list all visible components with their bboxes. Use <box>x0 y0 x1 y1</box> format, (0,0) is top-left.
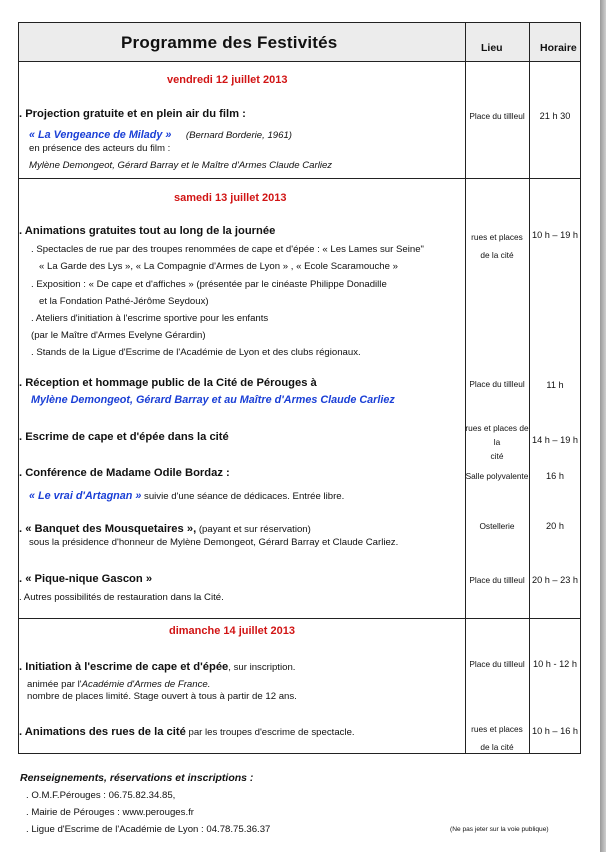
row-divider-day2 <box>19 618 580 619</box>
day2-event2-title: . Réception et hommage public de la Cité de Pérouges à <box>19 377 317 389</box>
lieu-line1: rues et places <box>471 724 523 734</box>
day2-event5-title-line <box>19 519 311 537</box>
day2-event6-title: . « Pique-nique Gascon » <box>19 573 153 585</box>
day2-event4-title: . Conférence de Madame Odile Bordaz : <box>19 467 230 479</box>
lieu-line2: cité <box>490 451 504 461</box>
column-header-lieu: Lieu <box>481 42 503 54</box>
day1-event1-lieu: Place du tillleul <box>469 111 525 121</box>
lieu-line1: rues et places de la <box>465 423 529 447</box>
day2-event5-line2: sous la présidence d'honneur de Mylène Demongeot, Gérard Barray et Claude Carliez. <box>29 537 399 548</box>
day3-event1-lieu: Place du tillleul <box>469 659 525 669</box>
day2-event1-line4: et la Fondation Pathé-Jérôme Seydoux) <box>39 296 209 307</box>
day3-event1-line2 <box>27 674 210 692</box>
footer-note: (Ne pas jeter sur la voie publique) <box>450 826 549 833</box>
lieu-line1: rues et places <box>471 232 523 242</box>
day2-event6-line2: . Autres possibilités de restauration dans la Cité. <box>19 592 224 603</box>
day3-event2-horaire: 10 h – 16 h <box>532 726 578 736</box>
event-title: . Initiation à l'escrime de cape et d'épée <box>19 661 229 673</box>
day1-event1-film-line <box>29 125 292 143</box>
event-note: (payant et sur réservation) <box>196 524 311 535</box>
book-title: « Le vrai d'Artagnan » <box>29 490 142 502</box>
day2-event1-line2: « La Garde des Lys », « La Compagnie d'Armes de Lyon » , « Ecole Scaramouche » <box>39 261 398 272</box>
book-note: suivie d'une séance de dédicaces. Entrée libre. <box>141 491 345 502</box>
event-title: . Animations des rues de la cité <box>19 726 186 738</box>
lieu-line2: de la cité <box>480 742 514 752</box>
day2-event3-horaire: 14 h – 19 h <box>532 435 578 445</box>
event-note: , sur inscription. <box>228 662 296 673</box>
program-table <box>18 22 581 754</box>
film-note: (Bernard Borderie, 1961) <box>185 130 292 141</box>
row-divider-day1 <box>19 178 580 179</box>
day3-event1-title-line <box>19 657 295 675</box>
day1-event1-title: . Projection gratuite et en plein air du film : <box>19 108 246 120</box>
day1-date: vendredi 12 juillet 2013 <box>167 74 288 86</box>
day2-event1-line6: (par le Maître d'Armes Evelyne Gérardin) <box>31 330 206 341</box>
day2-event2-horaire: 11 h <box>546 380 564 390</box>
day2-event5-lieu: Ostellerie <box>479 521 515 531</box>
day2-event1-lieu <box>465 230 529 262</box>
event-note: par les troupes d'escrime de spectacle. <box>185 727 355 738</box>
event-line-a: animée par l' <box>27 679 82 690</box>
day2-event1-line7: . Stands de la Ligue d'Escrime de l'Académie de Lyon et des clubs régionaux. <box>31 347 361 358</box>
day1-event1-line3: en présence des acteurs du film : <box>29 143 171 154</box>
lieu-line2: de la cité <box>480 250 514 260</box>
event-title: . « Banquet des Mousquetaires », <box>19 523 197 535</box>
day2-event4-horaire: 16 h <box>546 471 564 481</box>
event-line-b: Académie d'Armes de France. <box>81 679 211 690</box>
day3-event2-title-line <box>19 722 355 740</box>
day1-event1-line4: Mylène Demongeot, Gérard Barray et le Maître d'Armes Claude Carliez <box>29 160 333 171</box>
day2-event2-lieu: Place du tillleul <box>469 379 525 389</box>
footer-line3: . Ligue d'Escrime de l'Académie de Lyon : 04.78.75.36.37 <box>26 824 271 835</box>
day1-event1-horaire: 21 h 30 <box>539 111 571 121</box>
footer-line2: . Mairie de Pérouges : www.perouges.fr <box>26 807 194 818</box>
footer-line1: . O.M.F.Pérouges : 06.75.82.34.85, <box>26 790 176 801</box>
page-shadow <box>600 0 606 852</box>
day3-event1-horaire: 10 h - 12 h <box>533 659 577 669</box>
day2-event2-names: Mylène Demongeot, Gérard Barray et au Maître d'Armes Claude Carliez <box>31 394 395 406</box>
day2-event3-title: . Escrime de cape et d'épée dans la cité <box>19 431 229 443</box>
day2-event1-horaire: 10 h – 19 h <box>532 230 578 240</box>
day2-event6-horaire: 20 h – 23 h <box>532 575 578 585</box>
day2-event4-line2 <box>29 486 344 504</box>
day2-event1-title: . Animations gratuites tout au long de la journée <box>19 225 276 237</box>
day2-event6-lieu: Place du tillleul <box>469 575 525 585</box>
day2-event4-lieu: Salle polyvalente <box>465 471 529 481</box>
day2-event5-horaire: 20 h <box>546 521 564 531</box>
day3-date: dimanche 14 juillet 2013 <box>169 625 295 637</box>
footer-heading: Renseignements, réservations et inscriptions : <box>20 772 254 784</box>
day2-event1-line5: . Ateliers d'initiation à l'escrime sportive pour les enfants <box>31 313 269 324</box>
day3-event1-line3: nombre de places limité. Stage ouvert à tous à partir de 12 ans. <box>27 691 297 702</box>
column-header-horaire: Horaire <box>540 42 577 54</box>
day2-date: samedi 13 juillet 2013 <box>174 192 287 204</box>
day2-event1-line1: . Spectacles de rue par des troupes renommées de cape et d'épée : « Les Lames sur Seine" <box>31 244 424 255</box>
day2-event3-lieu <box>465 421 529 463</box>
day2-event1-line3: . Exposition : « De cape et d'affiches » (présentée par le cinéaste Philippe Donadille <box>31 279 387 290</box>
day3-event2-lieu <box>465 722 529 754</box>
page-title: Programme des Festivités <box>121 33 338 52</box>
film-title: « La Vengeance de Milady » <box>29 129 172 141</box>
